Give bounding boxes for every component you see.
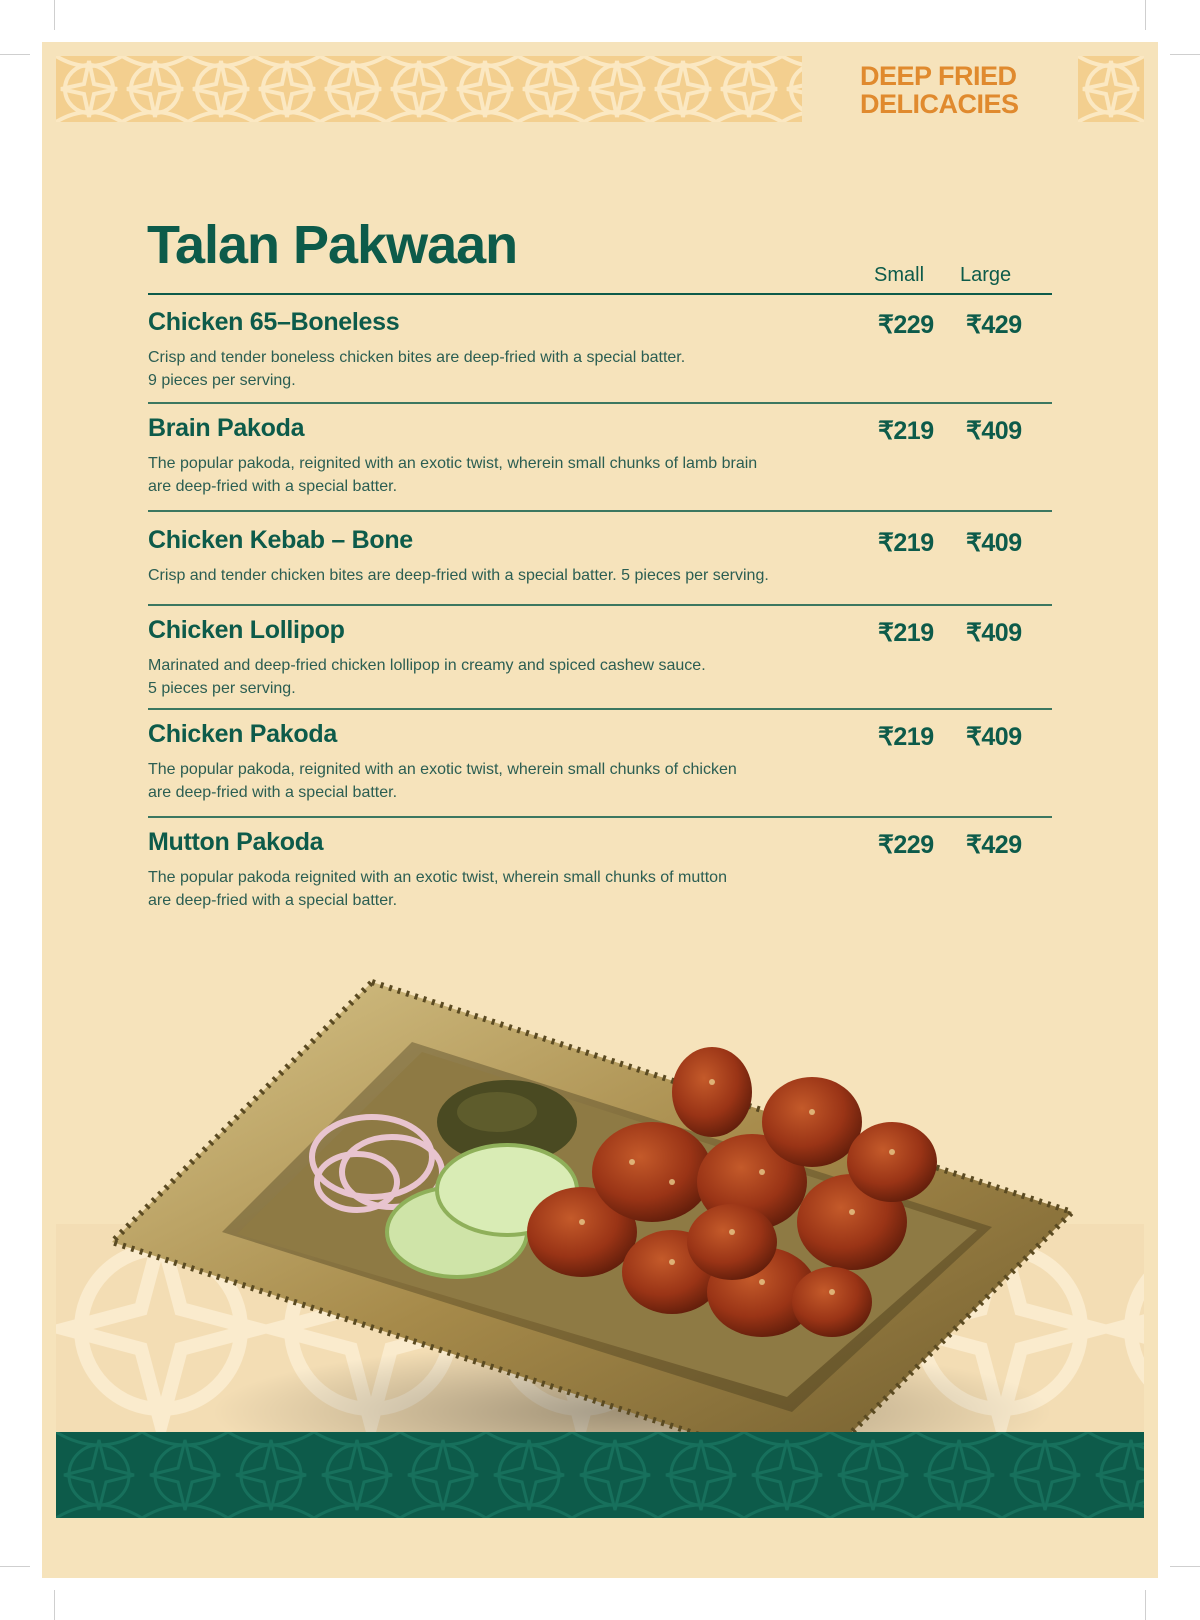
price-large: ₹429 xyxy=(966,311,1022,339)
pattern-band-icon xyxy=(56,56,802,122)
price-small: ₹219 xyxy=(878,723,934,751)
menu-page xyxy=(42,42,1158,1578)
crop-mark xyxy=(0,54,30,55)
item-name: Chicken Kebab – Bone xyxy=(148,526,413,554)
section-label-line1: DEEP FRIED xyxy=(860,61,1017,91)
section-label xyxy=(860,62,1019,118)
item-description-line: 9 pieces per serving. xyxy=(148,372,296,389)
item-description xyxy=(148,654,848,700)
item-description-line: 5 pieces per serving. xyxy=(148,680,296,697)
title-divider xyxy=(148,293,1052,295)
price-small: ₹229 xyxy=(878,831,934,859)
item-description-line: are deep-fried with a special batter. xyxy=(148,478,398,495)
item-description xyxy=(148,452,848,498)
item-description xyxy=(148,866,848,912)
item-divider xyxy=(148,402,1052,404)
footer-pattern-band-icon xyxy=(56,1432,1144,1518)
item-description-line: Crisp and tender boneless chicken bites are deep-fried with a special batter. xyxy=(148,349,686,366)
price-large: ₹409 xyxy=(966,619,1022,647)
item-divider xyxy=(148,510,1052,512)
crop-mark xyxy=(1170,1566,1200,1567)
price-large: ₹409 xyxy=(966,529,1022,557)
item-description-line: The popular pakoda, reignited with an exotic twist, wherein small chunks of lamb brain xyxy=(148,455,758,472)
item-description-line: are deep-fried with a special batter. xyxy=(148,784,398,801)
page-title: Talan Pakwaan xyxy=(147,215,518,275)
item-description-line: The popular pakoda reignited with an exotic twist, wherein small chunks of mutton xyxy=(148,869,727,886)
price-large: ₹409 xyxy=(966,417,1022,445)
crop-mark xyxy=(1170,54,1200,55)
item-description xyxy=(148,346,848,392)
price-small: ₹229 xyxy=(878,311,934,339)
crop-mark xyxy=(0,1566,30,1567)
item-description-line: Crisp and tender chicken bites are deep-fried with a special batter. 5 pieces per serving. xyxy=(148,567,769,584)
item-divider xyxy=(148,604,1052,606)
item-name: Mutton Pakoda xyxy=(148,828,324,856)
fried-chicken-plate-icon xyxy=(112,972,1092,1492)
item-name: Chicken Pakoda xyxy=(148,720,337,748)
crop-mark xyxy=(1145,1590,1146,1620)
price-small: ₹219 xyxy=(878,529,934,557)
item-name: Chicken Lollipop xyxy=(148,616,345,644)
item-description-line: Marinated and deep-fried chicken lollipop in creamy and spiced cashew sauce. xyxy=(148,657,706,674)
price-large: ₹409 xyxy=(966,723,1022,751)
item-divider xyxy=(148,816,1052,818)
pattern-tile-icon xyxy=(1078,56,1144,122)
item-description-line: are deep-fried with a special batter. xyxy=(148,892,398,909)
item-description xyxy=(148,758,848,804)
price-large: ₹429 xyxy=(966,831,1022,859)
price-small: ₹219 xyxy=(878,619,934,647)
item-description xyxy=(148,564,868,587)
column-header-small: Small xyxy=(874,264,925,286)
column-header-large: Large xyxy=(960,264,1012,286)
item-name: Chicken 65–Boneless xyxy=(148,308,400,336)
item-name: Brain Pakoda xyxy=(148,414,305,442)
crop-mark xyxy=(54,1590,55,1620)
item-divider xyxy=(148,708,1052,710)
crop-mark xyxy=(54,0,55,30)
section-label-line2: DELICACIES xyxy=(860,89,1019,119)
item-description-line: The popular pakoda, reignited with an exotic twist, wherein small chunks of chicken xyxy=(148,761,737,778)
price-small: ₹219 xyxy=(878,417,934,445)
crop-mark xyxy=(1145,0,1146,30)
